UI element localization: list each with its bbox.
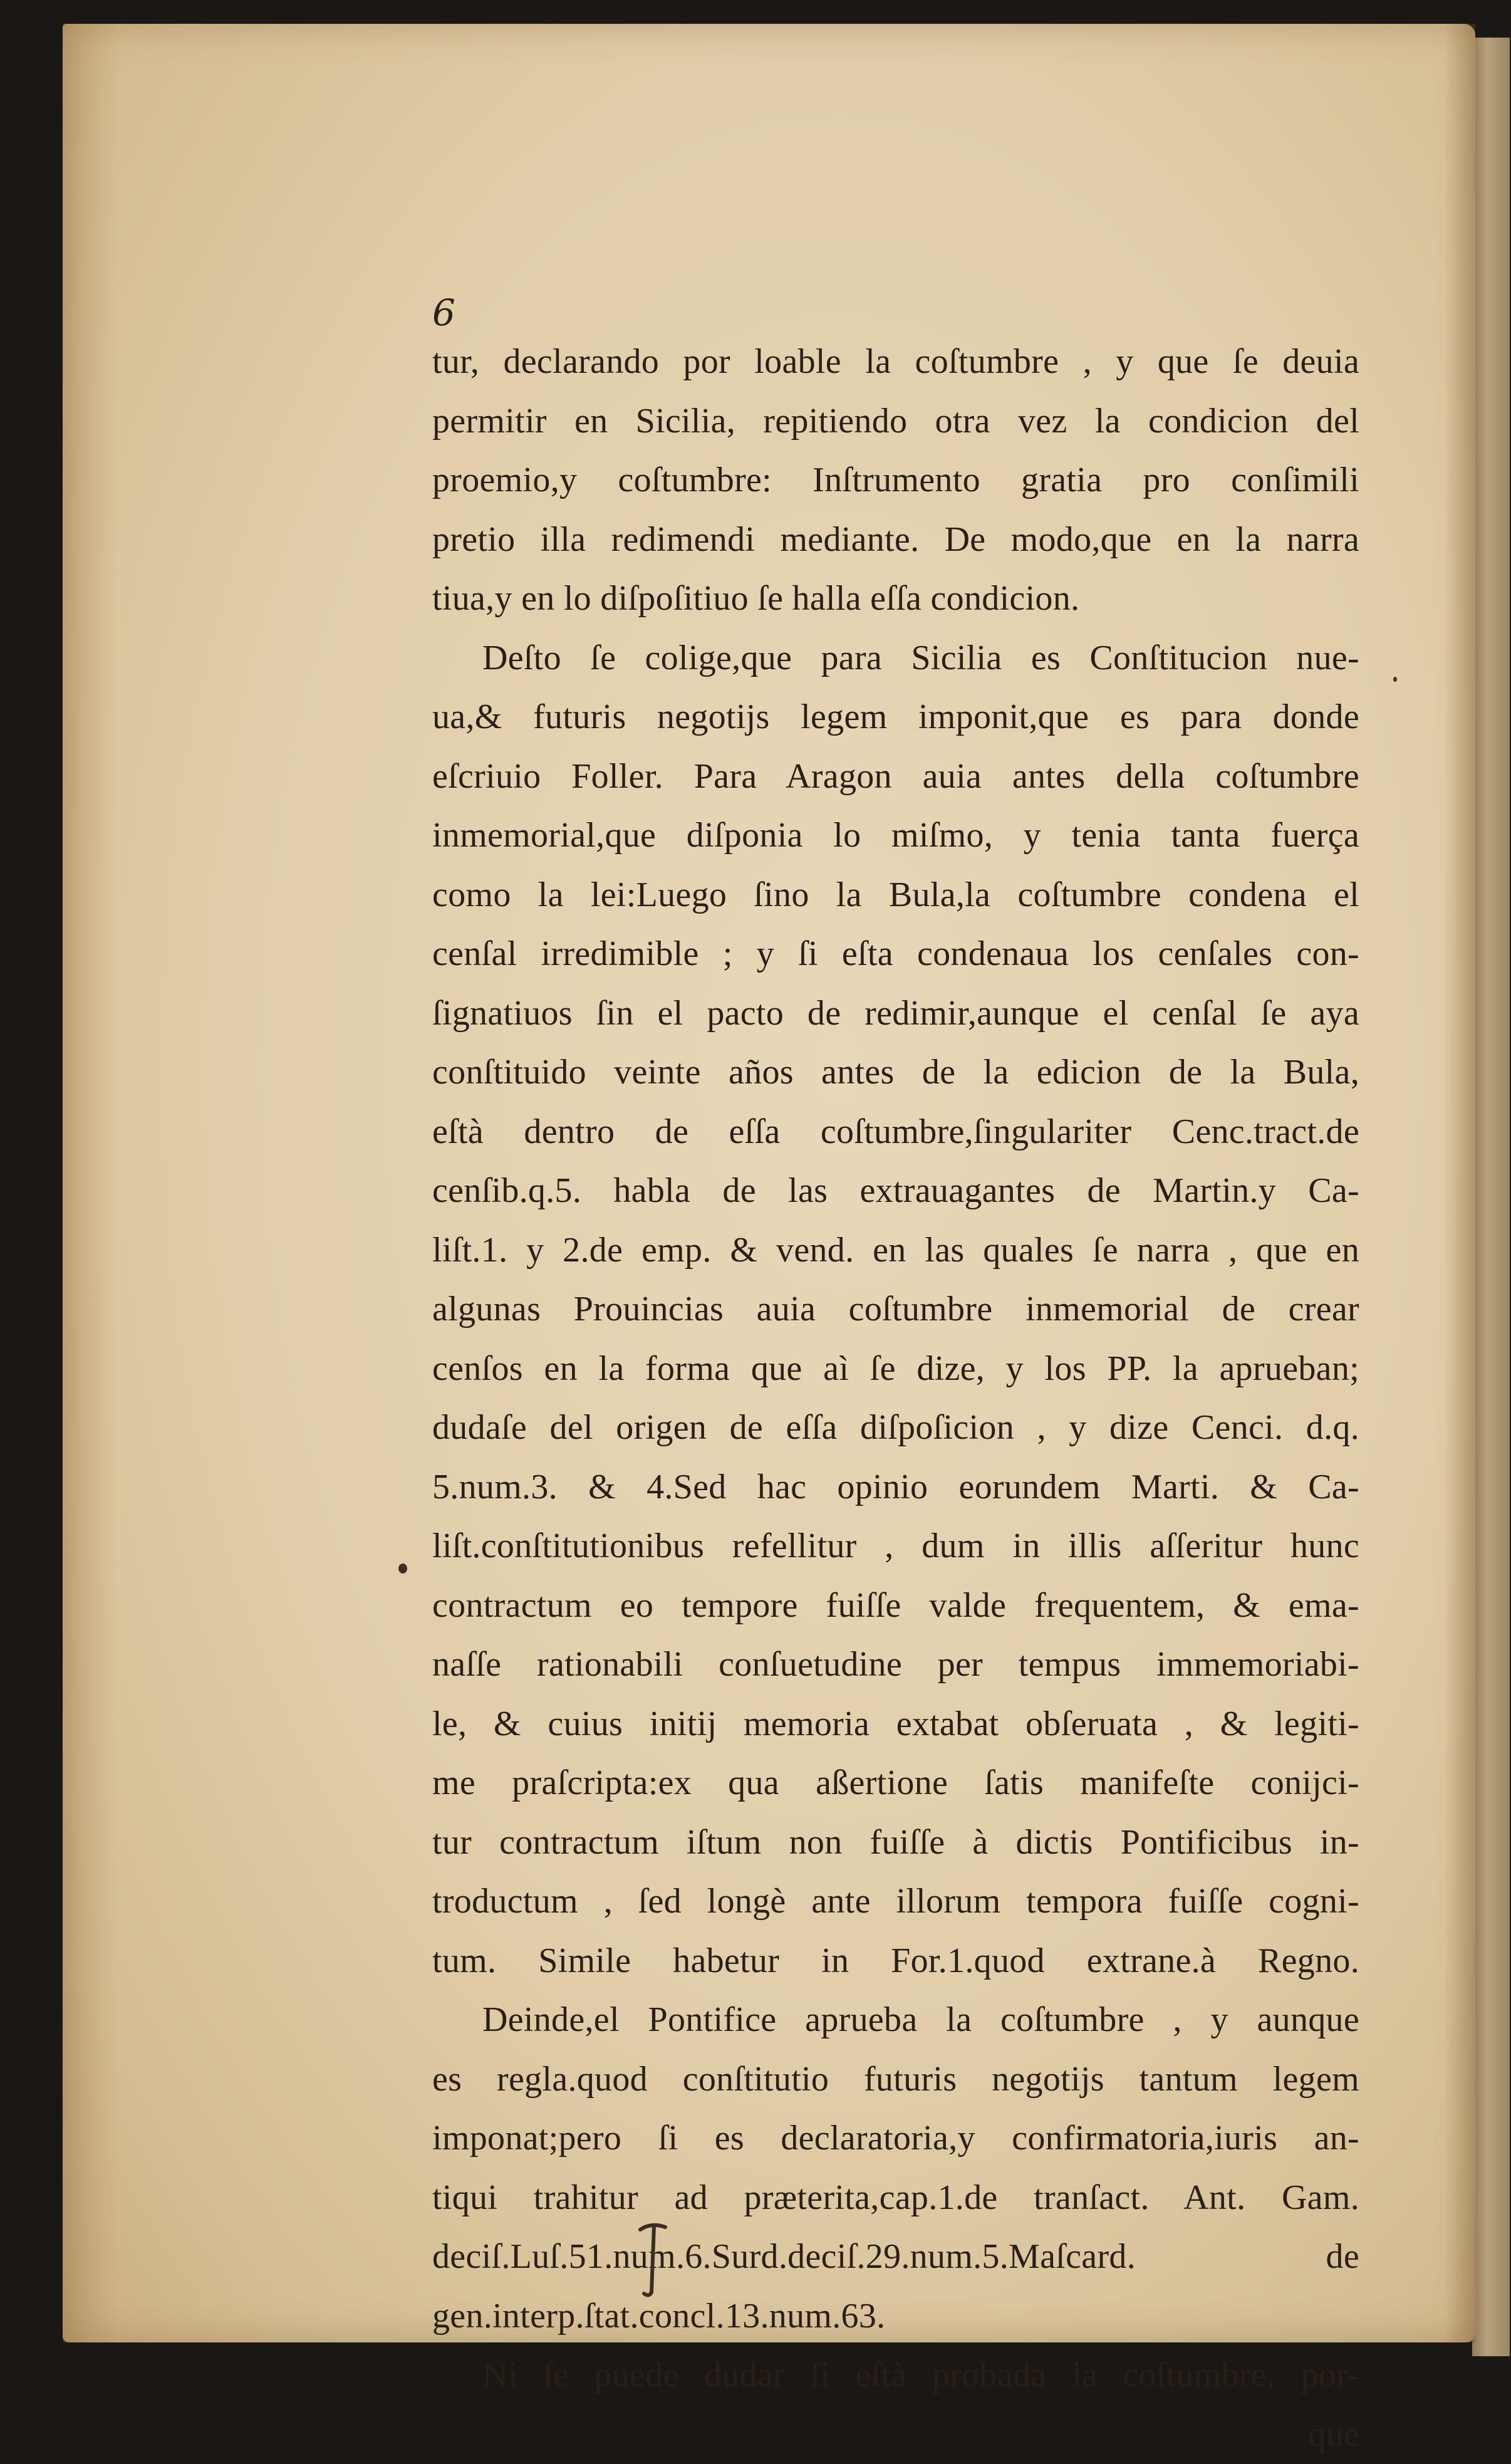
ink-scribble-mark xyxy=(633,2218,677,2300)
text-line: deciſ.Luſ.51.num.6.Surd.deciſ.29.num.5.Maſcard. de xyxy=(432,2227,1359,2287)
text-line: Deſto ſe colige,que para Sicilia es Conſtitucion nue- xyxy=(432,629,1359,688)
text-line: conſtituido veinte años antes de la edicion de la Bula, xyxy=(432,1043,1359,1102)
text-line: Ni ſe puede dudar ſi eſtà probada la coſtumbre, por- xyxy=(432,2346,1359,2405)
text-line: permitir en Sicilia, repitiendo otra vez la condicion del xyxy=(432,392,1359,451)
text-line: troductum , ſed longè ante illorum tempora fuiſſe cogni- xyxy=(432,1872,1359,1931)
text-line: es regla.quod conſtitutio futuris negotijs tantum legem xyxy=(432,2050,1359,2109)
text-line: liſt.1. y 2.de emp. & vend. en las quales ſe narra , que en xyxy=(432,1221,1359,1280)
page-stain-right xyxy=(1444,24,1475,2342)
text-line: tur contractum iſtum non fuiſſe à dictis Pontificibus in- xyxy=(432,1813,1359,1872)
body-text xyxy=(432,332,1359,2464)
margin-ink-mark xyxy=(398,1563,407,1574)
text-line: liſt.conſtitutionibus refellitur , dum in illis aſſeritur hunc xyxy=(432,1517,1359,1576)
text-line: cenſos en la forma que aì ſe dize, y los PP. la aprueban; xyxy=(432,1339,1359,1399)
text-line: tiqui trahitur ad præterita,cap.1.de tranſact. Ant. Gam. xyxy=(432,2168,1359,2228)
text-line: Deinde,el Pontifice aprueba la coſtumbre , y aunque xyxy=(432,1990,1359,2050)
text-line: imponat;pero ſi es declaratoria,y confirmatoria,iuris an- xyxy=(432,2109,1359,2168)
text-line: me praſcripta:ex qua aßertione ſatis manifeſte conijci- xyxy=(432,1753,1359,1813)
adjacent-page-edge xyxy=(1472,38,1510,2356)
text-line: tum. Simile habetur in For.1.quod extrane.à Regno. xyxy=(432,1931,1359,1991)
text-line: eſcriuio Foller. Para Aragon auia antes della coſtumbre xyxy=(432,747,1359,807)
text-line: contractum eo tempore fuiſſe valde frequentem, & ema- xyxy=(432,1576,1359,1636)
text-line: gen.interp.ſtat.concl.13.num.63. xyxy=(432,2287,1359,2346)
text-line: ſignatiuos ſin el pacto de redimir,aunque el cenſal ſe aya xyxy=(432,984,1359,1043)
text-line: tur, declarando por loable la coſtumbre , y que ſe deuia xyxy=(432,332,1359,392)
margin-ink-mark xyxy=(1393,677,1397,682)
text-line: le, & cuius initij memoria extabat obſeruata , & legiti- xyxy=(432,1694,1359,1754)
text-line: cenſib.q.5. habla de las extrauagantes de Martin.y Ca- xyxy=(432,1161,1359,1221)
text-line: eſtà dentro de eſſa coſtumbre,ſingulariter Cenc.tract.de xyxy=(432,1102,1359,1162)
text-line: proemio,y coſtumbre: Inſtrumento gratia pro conſimili xyxy=(432,451,1359,510)
page-number: 6 xyxy=(432,291,455,334)
text-line: pretio illa redimendi mediante. De modo,que en la narra xyxy=(432,510,1359,570)
text-line: como la lei:Luego ſino la Bula,la coſtumbre condena el xyxy=(432,865,1359,925)
text-line: 5.num.3. & 4.Sed hac opinio eorundem Marti. & Ca- xyxy=(432,1458,1359,1517)
page-stain-left xyxy=(63,24,119,2342)
text-line: cenſal irredimible ; y ſi eſta condenaua los cenſales con- xyxy=(432,924,1359,984)
text-line: inmemorial,que diſponia lo miſmo, y tenia tanta fuerça xyxy=(432,806,1359,865)
text-line: ua,& futuris negotijs legem imponit,que es para donde xyxy=(432,687,1359,747)
text-line: naſſe rationabili conſuetudine per tempus immemoriabi- xyxy=(432,1635,1359,1694)
text-line: dudaſe del origen de eſſa diſpoſicion , y dize Cenci. d.q. xyxy=(432,1398,1359,1458)
text-line: algunas Prouincias auia coſtumbre inmemorial de crear xyxy=(432,1280,1359,1339)
catchword: que xyxy=(432,2405,1359,2464)
text-line: tiua,y en lo diſpoſitiuo ſe halla eſſa condicion. xyxy=(432,569,1359,629)
